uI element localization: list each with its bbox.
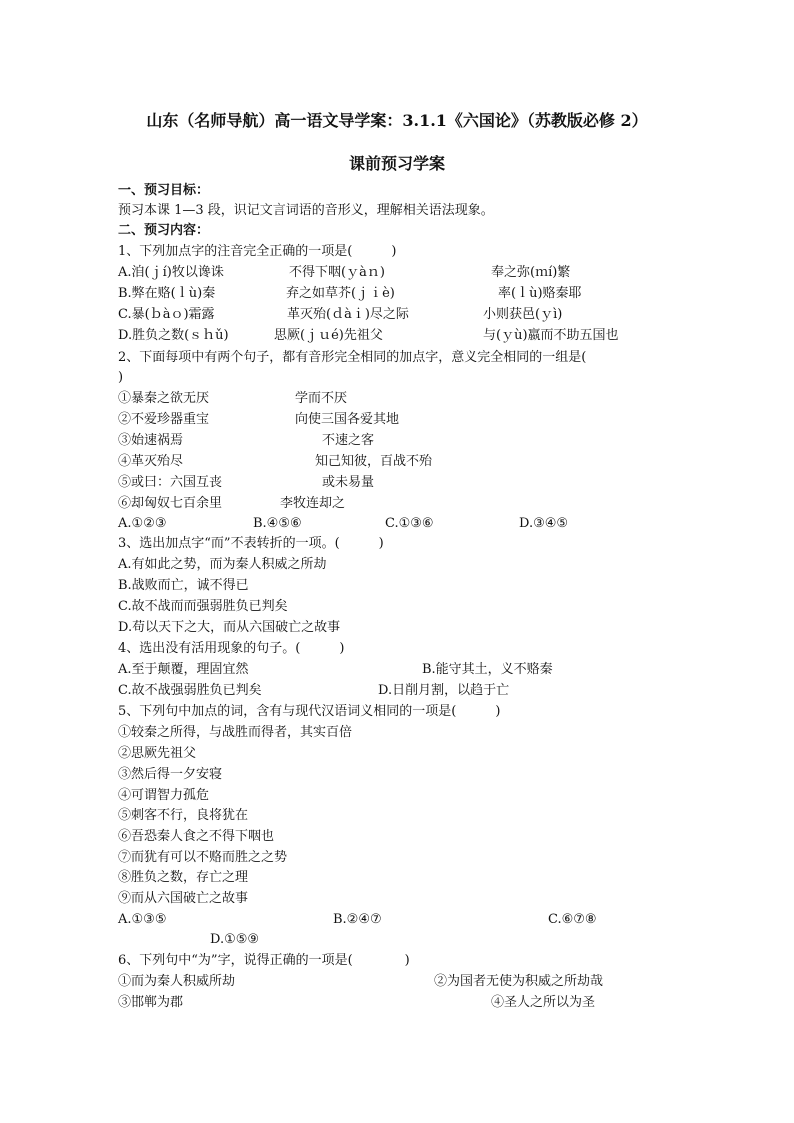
q2-pair-2-b: 向使三国各爱其地 bbox=[295, 412, 400, 427]
q3-option-a: A.有如此之势，而为秦人积威之所劫 bbox=[118, 557, 327, 572]
q2-pair-4-a: ④革灭殆尽 bbox=[118, 454, 184, 469]
document-subtitle: 课前预习学案 bbox=[348, 154, 445, 173]
question-4-stem: 4、选出没有活用现象的句子。( ) bbox=[118, 641, 345, 656]
q2-pair-1-b: 学而不厌 bbox=[295, 391, 348, 406]
q4-option-c: C.故不战强弱胜负已判矣 bbox=[118, 683, 262, 698]
q5-item-3: ③然后得一夕安寝 bbox=[118, 767, 223, 782]
q2-option-b: B.④⑤⑥ bbox=[253, 516, 302, 531]
q4-option-d: D.日削月割，以趋于亡 bbox=[378, 683, 510, 698]
section-text-goals: 预习本课 1—3 段，识记文言词语的音形义，理解相关语法现象。 bbox=[118, 203, 494, 218]
document-title: 山东（名师导航）高一语文导学案：3.1.1《六国论》（苏教版必修 2） bbox=[146, 111, 648, 130]
q2-pair-3-b: 不速之客 bbox=[322, 433, 375, 448]
q2-option-d: D.③④⑤ bbox=[519, 516, 569, 531]
q2-pair-2-a: ②不爱珍器重宝 bbox=[118, 412, 210, 427]
q6-item-2: ②为国者无使为积威之所劫哉 bbox=[434, 974, 604, 989]
q1-option-c-2: 革灭殆(ｄàｉ)尽之际 bbox=[287, 307, 409, 322]
q5-item-8: ⑧胜负之数，存亡之理 bbox=[118, 870, 249, 885]
q2-option-c: C.①③⑥ bbox=[385, 516, 434, 531]
q1-option-d-1: D.胜负之数(ｓｈǔ) bbox=[118, 328, 229, 343]
q1-option-b-1: B.弊在赂(ｌù)秦 bbox=[118, 286, 216, 301]
q1-option-a-2: 不得下咽(ｙàｎ) bbox=[289, 265, 385, 280]
question-5-stem: 5、下列句中加点的词，含有与现代汉语词义相同的一项是( ) bbox=[118, 704, 501, 719]
q3-option-c: C.故不战而而强弱胜负已判矣 bbox=[118, 599, 288, 614]
question-6-stem: 6、下列句中“为”字，说得正确的一项是( ) bbox=[118, 953, 410, 968]
q2-pair-6-a: ⑥却匈奴七百余里 bbox=[118, 496, 223, 511]
q2-pair-4-b: 知己知彼，百战不殆 bbox=[315, 454, 433, 469]
q5-option-b: B.②④⑦ bbox=[333, 912, 382, 927]
q3-option-d: D.苟以天下之大，而从六国破亡之故事 bbox=[118, 620, 341, 635]
q6-item-1: ①而为秦人积威所劫 bbox=[118, 974, 236, 989]
q4-option-b: B.能守其土，义不赂秦 bbox=[422, 662, 553, 677]
q1-option-c-3: 小则获邑(ｙì) bbox=[483, 307, 563, 322]
q1-option-c-1: C.暴(ｂàｏ)霜露 bbox=[118, 307, 215, 322]
q2-pair-5-b: 或未易量 bbox=[322, 475, 375, 490]
q2-pair-3-a: ③始速祸焉 bbox=[118, 433, 184, 448]
q5-item-9: ⑨而从六国破亡之故事 bbox=[118, 891, 249, 906]
q5-option-a: A.①③⑤ bbox=[118, 912, 167, 927]
question-3-stem: 3、选出加点字“而”不表转折的一项。( ) bbox=[118, 536, 384, 551]
q5-item-6: ⑥吾恐秦人食之不得下咽也 bbox=[118, 829, 275, 844]
q2-option-a: A.①②③ bbox=[118, 516, 167, 531]
q5-option-d: D.①⑤⑨ bbox=[210, 932, 260, 947]
q1-option-b-2: 弃之如草芥(ｊｉè) bbox=[286, 286, 395, 301]
q3-option-b: B.战败而亡，诚不得已 bbox=[118, 578, 249, 593]
q5-item-4: ④可谓智力孤危 bbox=[118, 788, 210, 803]
question-2-stem-end: ) bbox=[118, 370, 124, 385]
q5-item-7: ⑦而犹有可以不赂而胜之之势 bbox=[118, 850, 288, 865]
question-1-stem: 1、下列加点字的注音完全正确的一项是( ) bbox=[118, 244, 397, 259]
q2-pair-5-a: ⑤或曰：六国互丧 bbox=[118, 475, 223, 490]
q2-pair-1-a: ①暴秦之欲无厌 bbox=[118, 391, 210, 406]
q5-item-2: ②思厥先祖父 bbox=[118, 746, 197, 761]
q1-option-a-3: 奉之弥(ｍí)繁 bbox=[491, 265, 571, 280]
q6-item-3: ③邯郸为郡 bbox=[118, 995, 184, 1010]
section-heading-content: 二、预习内容： bbox=[118, 223, 210, 238]
q4-option-a: A.至于颠覆，理固宜然 bbox=[118, 662, 249, 677]
q6-item-4: ④圣人之所以为圣 bbox=[491, 995, 596, 1010]
q1-option-d-2: 思厥(ｊｕé)先祖父 bbox=[274, 328, 383, 343]
q5-option-c: C.⑥⑦⑧ bbox=[548, 912, 597, 927]
q1-option-d-3: 与(ｙù)嬴而不助五国也 bbox=[483, 328, 619, 343]
q5-item-5: ⑤刺客不行，良将犹在 bbox=[118, 808, 249, 823]
section-heading-goals: 一、预习目标： bbox=[118, 183, 210, 198]
q1-option-b-3: 率(ｌù)赂秦耶 bbox=[498, 286, 582, 301]
q5-item-1: ①较秦之所得，与战胜而得者，其实百倍 bbox=[118, 725, 353, 740]
question-2-stem: 2、下面每项中有两个句子，都有音形完全相同的加点字，意义完全相同的一组是( bbox=[118, 350, 587, 365]
q2-pair-6-b: 李牧连却之 bbox=[280, 496, 346, 511]
q1-option-a-1: A.洎(ｊí)牧以谗诛 bbox=[118, 265, 224, 280]
